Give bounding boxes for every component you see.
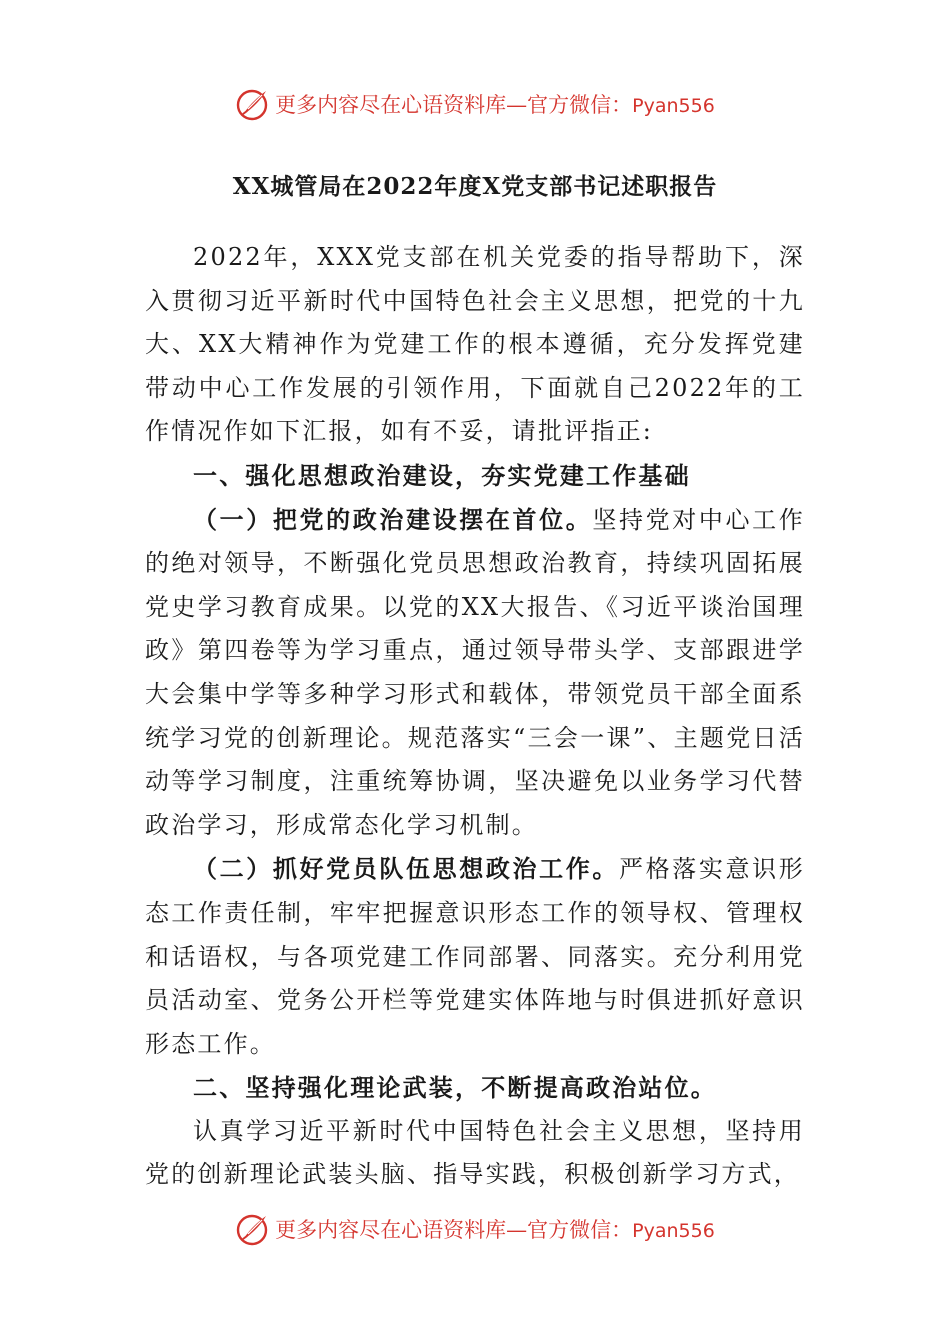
watermark-top [0,84,950,124]
section-heading-1: 一、强化思想政治建设，夯实党建工作基础 [193,460,691,490]
document-body [145,236,805,1197]
paragraph-section-2: 认真学习近平新时代中国特色社会主义思想，坚持用党的创新理论武装头脑、指导实践，积极创新学习方式， [145,1116,805,1189]
subsection-lead-2: （二）抓好党员队伍思想政治工作。 [193,854,620,884]
watermark-bottom [0,1209,950,1249]
quill-logo-icon [235,86,271,122]
paragraph-intro: 2022年，XXX党支部在机关党委的指导帮助下，深入贯彻习近平新时代中国特色社会主义思想，把党的十九大、XX大精神作为党建工作的根本遵循，充分发挥党建带动中心工作发展的引领作用，下面就自己2022年的工作情况作如下汇报，如有不妥，请批评指正: [145,243,805,446]
subsection-lead-1: （一）把党的政治建设摆在首位。 [193,504,593,534]
section-heading-2: 二、坚持强化理论武装，不断提高政治站位。 [193,1073,717,1103]
subsection-text-1: 坚持党对中心工作的绝对领导，不断强化党员思想政治教育，持续巩固拓展党史学习教育成果。以党的XX大报告、《习近平谈治国理政》第四卷等为学习重点，通过领导带头学、支部跟进学大会集中学等多种学习形式和载体，带领党员干部全面系统学习党的创新理论。规范落实“三会一课”、主题党日活动等学习制度，注重统筹协调，坚决避免以业务学习代替政治学习，形成常态化学习机制。 [145,505,805,839]
watermark-text: 更多内容尽在心语资料库—官方微信：Pyan556 [275,93,715,117]
paragraph-subsection-1 [145,498,805,848]
quill-logo-icon [235,1211,271,1247]
document-title: XX城管局在2022年度X党支部书记述职报告 [232,173,718,200]
watermark-text: 更多内容尽在心语资料库—官方微信：Pyan556 [275,1218,715,1242]
paragraph-subsection-2 [145,847,805,1066]
subsection-text-2: 严格落实意识形态工作责任制，牢牢把握意识形态工作的领导权、管理权和话语权，与各项党建工作同部署、同落实。充分利用党员活动室、党务公开栏等党建实体阵地与时俱进抓好意识形态工作。 [145,855,805,1058]
